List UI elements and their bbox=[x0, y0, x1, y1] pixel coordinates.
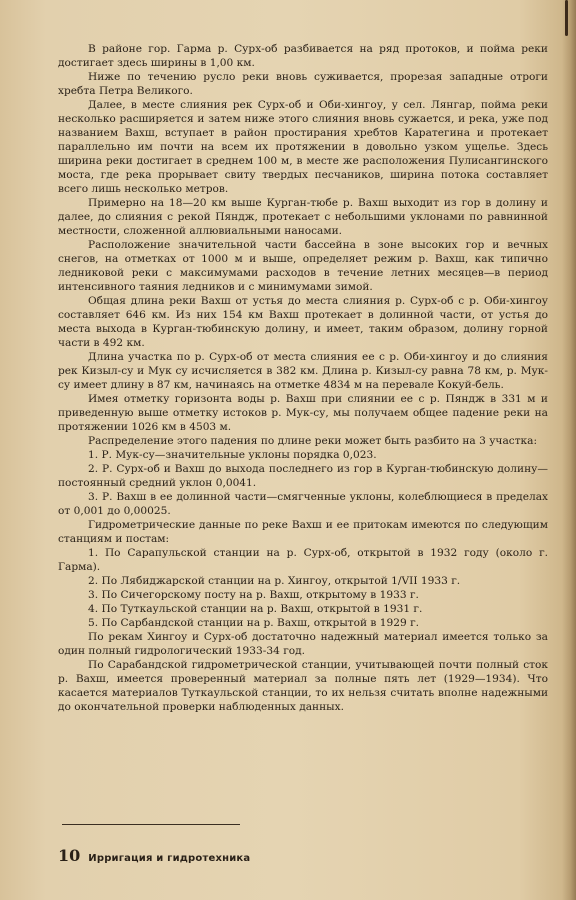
footer-rule bbox=[62, 824, 240, 825]
page-number: 10 bbox=[58, 846, 81, 865]
closing-paragraph-1: По рекам Хингоу и Сурх-об достаточно надежный материал имеется только за один полный гидрологический 1933-34 год. bbox=[58, 631, 548, 657]
stations-intro: Гидрометрические данные по реке Вахш и ее притокам имеются по следующим станциям и постам: bbox=[58, 519, 548, 545]
paragraph-1: В районе гор. Гарма р. Сурх-об разбивается на ряд протоков, и пойма реки достигает здесь ширины в 1,00 км. bbox=[58, 43, 548, 69]
station-item-4: 4. По Туткаульской станции на р. Вахш, открытой в 1931 г. bbox=[88, 603, 423, 615]
paragraph-3: Далее, в месте слияния рек Сурх-об и Оби-хингоу, у сел. Лянгар, пойма реки несколько расширяется и затем ниже этого слияния вновь сужается, и река, уже под названием Вахш, вступает в район простирания хребтов Каратегина и протекает параллельно им почти на всем их протяжении в довольно узком ущелье. Здесь ширина реки достигает в среднем 100 м, в месте же расположения Пулисангинского моста, где река прорывает свиту твердых песчаников, ширина потока составляет всего лишь несколько метров. bbox=[58, 99, 548, 195]
page-footer bbox=[58, 846, 250, 865]
station-item-3: 3. По Сичегорскому посту на р. Вахш, открытому в 1933 г. bbox=[88, 589, 419, 601]
station-item-2: 2. По Лябиджарской станции на р. Хингоу, открытой 1/VII 1933 г. bbox=[88, 575, 461, 587]
station-item-5: 5. По Сарбандской станции на р. Вахш, открытой в 1929 г. bbox=[88, 617, 420, 629]
page-edge-shadow bbox=[562, 0, 576, 900]
running-title: Ирригация и гидротехника bbox=[88, 853, 251, 864]
slope-item-1: 1. Р. Мук-су—значительные уклоны порядка 0,023. bbox=[88, 449, 377, 461]
paragraph-4: Примерно на 18—20 км выше Курган-тюбе р. Вахш выходит из гор в долину и далее, до слияния с рекой Пяндж, протекает с небольшими уклонами по равнинной местности, сложенной аллювиальными наносами. bbox=[58, 197, 548, 237]
paragraph-8: Имея отметку горизонта воды р. Вахш при слиянии ее с р. Пяндж в 331 м и приведенную выше отметку истоков р. Мук-су, мы получаем общее падение реки на протяжении 1026 км в 4503 м. bbox=[58, 393, 548, 433]
paragraph-6: Общая длина реки Вахш от устья до места слияния р. Сурх-об с р. Оби-хингоу составляет 646 км. Из них 154 км Вахш протекает в долинной части, от устья до места выхода в Курган-тюбинскую долину, и имеет, таким образом, долину горной части в 492 км. bbox=[58, 295, 548, 349]
slope-item-3: 3. Р. Вахш в ее долинной части—смягченные уклоны, колеблющиеся в пределах от 0,001 до 0,00025. bbox=[58, 491, 548, 517]
slope-item-2: 2. Р. Сурх-об и Вахш до выхода последнего из гор в Курган-тюбинскую долину—постоянный средний уклон 0,0041. bbox=[58, 463, 548, 489]
paragraph-5: Расположение значительной части бассейна в зоне высоких гор и вечных снегов, на отметках от 1000 м и выше, определяет режим р. Вахш, как типично ледниковой реки с максимумами расходов в течение летних месяцев—в период интенсивного таяния ледников и с минимумами зимой. bbox=[58, 239, 548, 293]
margin-mark bbox=[565, 0, 568, 36]
station-item-1: 1. По Сарапульской станции на р. Сурх-об, открытой в 1932 году (около г. Гарма). bbox=[58, 547, 548, 573]
paragraph-7: Длина участка по р. Сурх-об от места слияния ее с р. Оби-хингоу и до слияния рек Кизыл-су и Мук су исчисляется в 382 км. Длина р. Кизыл-су равна 78 км, р. Мук-су имеет длину в 87 км, начинаясь на отметке 4834 м на перевале Кокуй-бель. bbox=[58, 351, 548, 391]
closing-paragraph-2: По Сарабандской гидрометрической станции, учитывающей почти полный сток р. Вахш, имеется проверенный материал за полные пять лет (1929—1934). Что касается материалов Туткаульской станции, то их нельзя считать вполне надежными до окончательной проверки наблюденных данных. bbox=[58, 659, 548, 713]
body-text bbox=[58, 42, 548, 714]
paragraph-9: Распределение этого падения по длине реки может быть разбито на 3 участка: bbox=[88, 435, 538, 447]
paragraph-2: Ниже по течению русло реки вновь суживается, прорезая западные отроги хребта Петра Великого. bbox=[58, 71, 548, 97]
